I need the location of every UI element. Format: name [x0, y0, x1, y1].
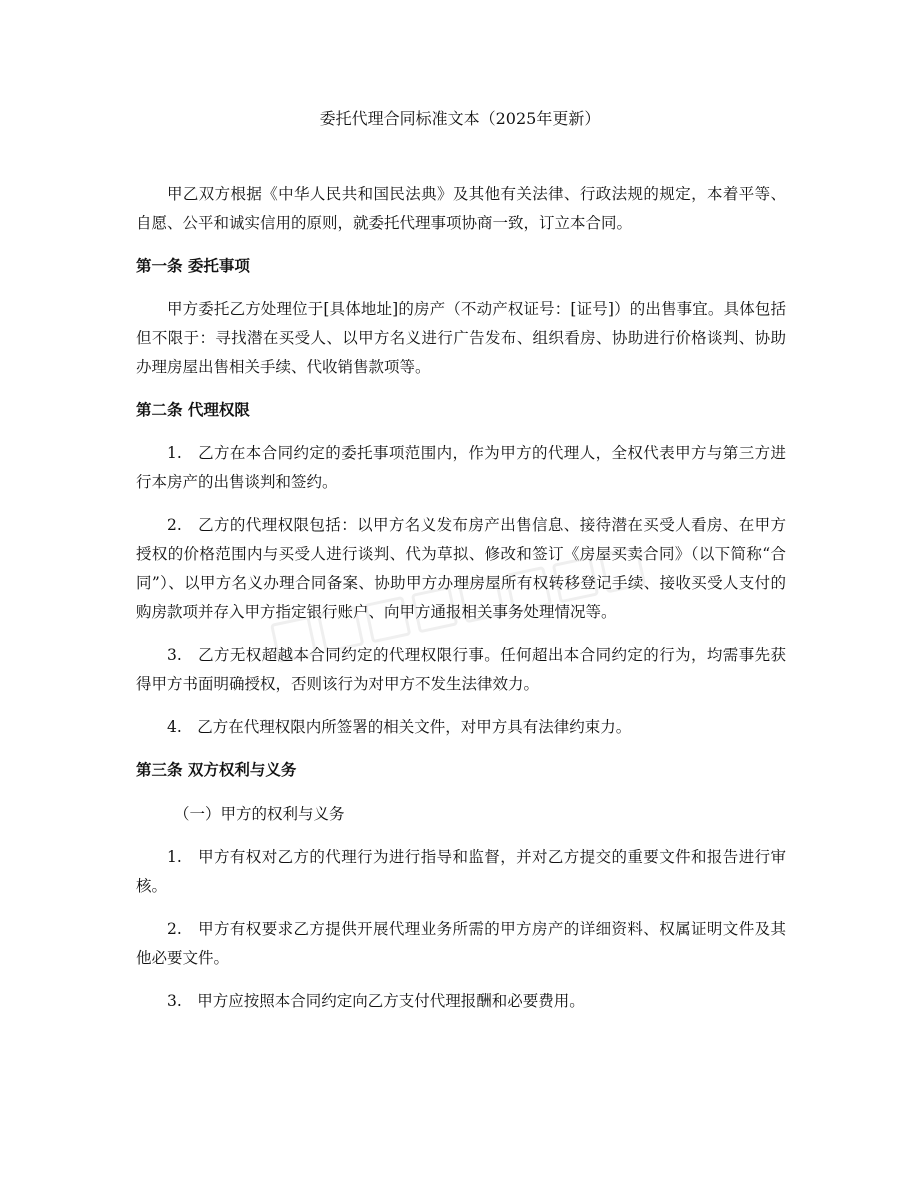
section-paragraph: 3. 乙方无权超越本合同约定的代理权限行事。任何超出本合同约定的行为，均需事先获得甲方书面明确授权，否则该行为对甲方不发生法律效力。 [136, 646, 786, 693]
section-paragraph: 2. 甲方有权要求乙方提供开展代理业务所需的甲方房产的详细资料、权属证明文件及其他必要文件。 [136, 920, 786, 967]
section-paragraph: 甲方委托乙方处理位于[具体地址]的房产（不动产权证号：[证号]）的出售事宜。具体包括但不限于：寻找潜在买受人、以甲方名义进行广告发布、组织看房、协助进行价格谈判、协助办理房屋出售相关手续、代收销售款项等。 [136, 300, 786, 376]
section-paragraph: 1. 甲方有权对乙方的代理行为进行指导和监督，并对乙方提交的重要文件和报告进行审核。 [136, 848, 786, 895]
section-paragraph: 4. 乙方在代理权限内所签署的相关文件，对甲方具有法律约束力。 [167, 718, 632, 736]
section-heading: 第二条 代理权限 [136, 401, 250, 419]
section-paragraph: 2. 乙方的代理权限包括：以甲方名义发布房产出售信息、接待潜在买受人看房、在甲方授权的价格范围内与买受人进行谈判、代为草拟、修改和签订《房屋买卖合同》（以下简称“合同”）、以甲方名义办理合同备案、协助甲方办理房屋所有权转移登记手续、接收买受人支付的购房款项并存入甲方指定银行账户、向甲方通报相关事务处理情况等。 [136, 516, 786, 621]
preamble-paragraph: 甲乙双方根据《中华人民共和国民法典》及其他有关法律、行政法规的规定，本着平等、自愿、公平和诚实信用的原则，就委托代理事项协商一致，订立本合同。 [136, 185, 786, 232]
section-heading: 第一条 委托事项 [136, 257, 250, 275]
section-subheading: （一）甲方的权利与义务 [174, 805, 345, 823]
document-title: 委托代理合同标准文本（2025年更新） [319, 109, 601, 128]
document-body [136, 180, 786, 1016]
section-paragraph: 3. 甲方应按照本合同约定向乙方支付代理报酬和必要费用。 [167, 992, 585, 1010]
section-paragraph: 1. 乙方在本合同约定的委托事项范围内，作为甲方的代理人，全权代表甲方与第三方进行本房产的出售谈判和签约。 [136, 444, 786, 491]
section-heading: 第三条 双方权利与义务 [136, 761, 297, 779]
